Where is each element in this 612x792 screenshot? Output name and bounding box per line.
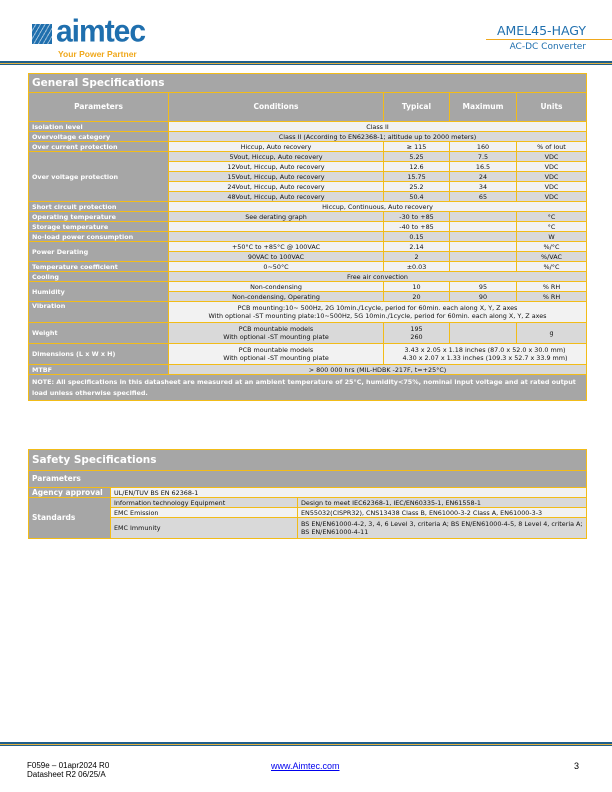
standard-value: EN55032(CISPR32), CNS13438 Class B, EN61000-3-2 Class A, EN61000-3-3 [298, 508, 587, 518]
standard-label: EMC Immunity [111, 518, 298, 539]
vibration-value [169, 302, 587, 323]
condition: +50°C to +85°C @ 100VAC [169, 242, 384, 252]
table-row [29, 282, 587, 292]
maximum [450, 212, 517, 222]
general-specifications-title: General Specifications [29, 74, 587, 93]
unit: % RH [517, 282, 587, 292]
unit: W [517, 232, 587, 242]
spanned-value: Class II [169, 122, 587, 132]
table-row [29, 122, 587, 132]
param-label: Isolation level [29, 122, 169, 132]
weight-typical-1: 195 [410, 325, 423, 333]
table-row [29, 365, 587, 375]
unit: °C [517, 222, 587, 232]
column-header-units: Units [517, 93, 587, 122]
website-link[interactable]: www.Aimtec.com [271, 761, 340, 771]
agency-approval-value: UL/EN/TUV BS EN 62368-1 [111, 488, 587, 498]
param-label: Temperature coefficient [29, 262, 169, 272]
dimensions-condition-1: PCB mountable models [238, 346, 314, 354]
typical: 25.2 [384, 182, 450, 192]
table-row [29, 142, 587, 152]
column-header-maximum: Maximum [450, 93, 517, 122]
typical: 20 [384, 292, 450, 302]
param-label: Weight [29, 323, 169, 344]
typical [384, 323, 450, 344]
product-name: AMEL45-HAGY [496, 23, 586, 38]
condition: 90VAC to 100VAC [169, 252, 384, 262]
table-row [29, 488, 587, 498]
footer-doc-info [27, 761, 109, 779]
typical: ≥ 115 [384, 142, 450, 152]
table-row [29, 302, 587, 323]
unit: VDC [517, 182, 587, 192]
typical: ±0.03 [384, 262, 450, 272]
condition: Non-condensing [169, 282, 384, 292]
table-row [29, 222, 587, 232]
spanned-value: > 800 000 hrs (MIL-HDBK -217F, t=+25°C) [169, 365, 587, 375]
standard-value: BS EN/EN61000-4-2, 3, 4, 6 Level 3, criteria A; BS EN/EN61000-4-5, 8 Level 4, criteria A; BS EN/EN61000-4-11 [298, 518, 587, 539]
unit: VDC [517, 172, 587, 182]
weight-typical-2: 260 [410, 333, 423, 341]
product-type: AC-DC Converter [509, 42, 586, 52]
table-row [29, 375, 587, 401]
spanned-value: Free air convection [169, 272, 587, 282]
condition [169, 323, 384, 344]
general-specifications-table [28, 73, 587, 401]
footer-doc-code: F059e – 01apr2024 R0 [27, 761, 110, 770]
param-label: Cooling [29, 272, 169, 282]
unit: %/VAC [517, 252, 587, 262]
table-row [29, 262, 587, 272]
spanned-value: Class II (According to EN62368-1; altitude up to 2000 meters) [169, 132, 587, 142]
maximum [450, 242, 517, 252]
typical: 0.15 [384, 232, 450, 242]
dimensions-value-1: 3.43 x 2.05 x 1.18 inches (87.0 x 52.0 x 30.0 mm) [404, 346, 566, 354]
unit: VDC [517, 162, 587, 172]
maximum [450, 252, 517, 262]
vibration-line-1: PCB mounting:10~ 500Hz, 2G 10min./1cycle, period for 60min. each along X, Y, Z axes [237, 304, 518, 312]
specifications-note: NOTE: All specifications in this datasheet are measured at an ambient temperature of 25°C, humidity<75%, nominal input voltage and at rated output load unless otherwise specified. [29, 375, 587, 401]
column-header-conditions: Conditions [169, 93, 384, 122]
unit: VDC [517, 152, 587, 162]
table-row [29, 152, 587, 162]
column-header-parameters: Parameters [29, 93, 169, 122]
table-row [29, 212, 587, 222]
unit: % of Iout [517, 142, 587, 152]
table-row [29, 272, 587, 282]
standard-label: EMC Emission [111, 508, 298, 518]
maximum: 24 [450, 172, 517, 182]
unit: °C [517, 212, 587, 222]
header-rule-bottom [0, 64, 612, 65]
param-label: Humidity [29, 282, 169, 302]
unit: %/°C [517, 262, 587, 272]
typical: 2.14 [384, 242, 450, 252]
condition: See derating graph [169, 212, 384, 222]
logo-tagline: Your Power Partner [58, 49, 137, 59]
unit: VDC [517, 192, 587, 202]
maximum [450, 262, 517, 272]
typical: -40 to +85 [384, 222, 450, 232]
spanned-value: Hiccup, Continuous, Auto recovery [169, 202, 587, 212]
safety-specifications-title: Safety Specifications [29, 450, 587, 471]
param-label: Storage temperature [29, 222, 169, 232]
typical: -30 to +85 [384, 212, 450, 222]
footer-rule-bottom [0, 745, 612, 746]
param-label: Short circuit protection [29, 202, 169, 212]
table-row [29, 202, 587, 212]
table-row [29, 344, 587, 365]
condition: 24Vout, Hiccup, Auto recovery [169, 182, 384, 192]
table-row [29, 232, 587, 242]
maximum [450, 232, 517, 242]
maximum [450, 323, 517, 344]
product-underline [486, 39, 612, 40]
condition: Hiccup, Auto recovery [169, 142, 384, 152]
param-label: Dimensions (L x W x H) [29, 344, 169, 365]
param-label: Power Derating [29, 242, 169, 262]
logo-wordmark: aimtec [56, 14, 146, 49]
table-row [29, 508, 587, 518]
param-label: Standards [29, 498, 111, 539]
maximum: 160 [450, 142, 517, 152]
typical: 50.4 [384, 192, 450, 202]
condition [169, 222, 384, 232]
typical: 12.6 [384, 162, 450, 172]
maximum [450, 222, 517, 232]
dimensions-value-2: 4.30 x 2.07 x 1.33 inches (109.3 x 52.7 x 33.9 mm) [402, 354, 568, 362]
unit: %/°C [517, 242, 587, 252]
typical: 5.25 [384, 152, 450, 162]
page-number: 3 [574, 761, 580, 771]
unit: g [517, 323, 587, 344]
param-label: Agency approval [29, 488, 111, 498]
vibration-line-2: With optional -ST mounting plate:10~500Hz, 5G 10min./1cycle, period for 60min. each along X, Y, Z axes [208, 312, 547, 320]
typical: 2 [384, 252, 450, 262]
param-label: Operating temperature [29, 212, 169, 222]
safety-parameters-header [29, 471, 587, 488]
param-label: No-load power consumption [29, 232, 169, 242]
maximum: 7.5 [450, 152, 517, 162]
condition: 48Vout, Hiccup, Auto recovery [169, 192, 384, 202]
maximum: 90 [450, 292, 517, 302]
safety-parameters-label: Parameters [32, 474, 81, 483]
param-label: Vibration [29, 302, 169, 323]
column-header-typical: Typical [384, 93, 450, 122]
table-row [29, 132, 587, 142]
param-label: Overvoltage category [29, 132, 169, 142]
table-row [29, 518, 587, 539]
condition: 0~50°C [169, 262, 384, 272]
condition [169, 232, 384, 242]
table-row [29, 498, 587, 508]
typical: 15.75 [384, 172, 450, 182]
maximum: 16.5 [450, 162, 517, 172]
standard-value: Design to meet IEC62368-1, IEC/EN60335-1, EN61558-1 [298, 498, 587, 508]
param-label: Over current protection [29, 142, 169, 152]
maximum: 95 [450, 282, 517, 292]
condition: 12Vout, Hiccup, Auto recovery [169, 162, 384, 172]
table-row [29, 323, 587, 344]
condition: 5Vout, Hiccup, Auto recovery [169, 152, 384, 162]
standard-label: Information technology Equipment [111, 498, 298, 508]
logo-stripes [32, 24, 52, 44]
unit: % RH [517, 292, 587, 302]
maximum: 65 [450, 192, 517, 202]
param-label: MTBF [29, 365, 169, 375]
safety-specifications-table [28, 449, 587, 539]
weight-condition-2: With optional -ST mounting plate [223, 333, 329, 341]
typical: 10 [384, 282, 450, 292]
condition: Non-condensing, Operating [169, 292, 384, 302]
param-label: Over voltage protection [29, 152, 169, 202]
table-row [29, 242, 587, 252]
footer-datasheet-rev: Datasheet R2 06/25/A [27, 770, 106, 779]
condition: 15Vout, Hiccup, Auto recovery [169, 172, 384, 182]
dimensions-value [384, 344, 587, 365]
condition [169, 344, 384, 365]
maximum: 34 [450, 182, 517, 192]
dimensions-condition-2: With optional -ST mounting plate [223, 354, 329, 362]
weight-condition-1: PCB mountable models [238, 325, 314, 333]
